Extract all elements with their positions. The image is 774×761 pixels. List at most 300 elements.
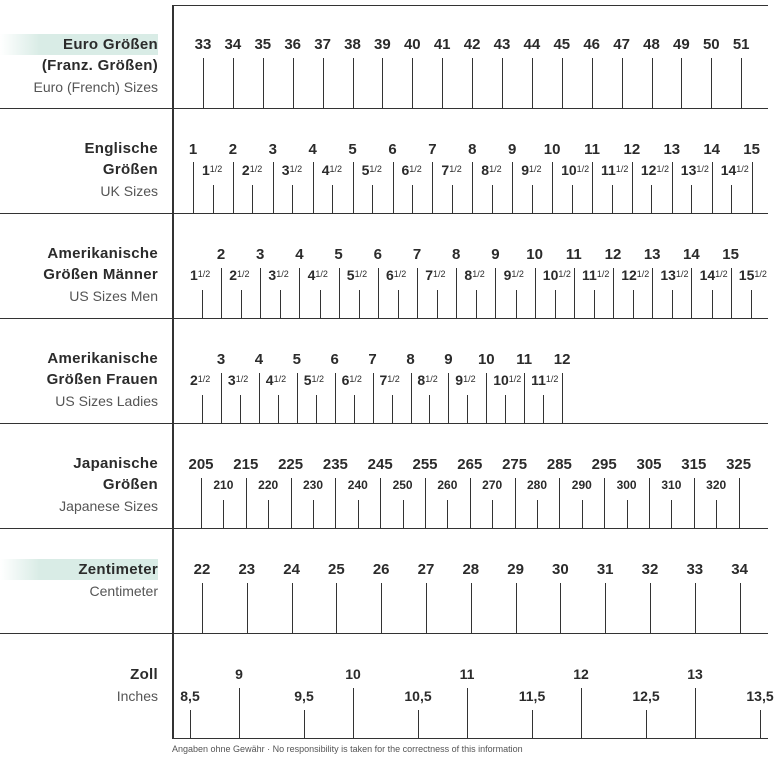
us-ladies-size-4: 4 [254, 351, 264, 368]
us-men-size-half-7-whole: 7 [425, 267, 433, 283]
cm-size-28: 28 [462, 561, 480, 578]
japan-size-250: 250 [392, 478, 413, 492]
uk-tick-14 [712, 162, 713, 213]
cm-size-34: 34 [731, 561, 748, 578]
us-men-size-half-8-fraction: 1/2 [472, 269, 485, 279]
row-uk [0, 108, 770, 213]
us-men-size-half-1-whole: 1 [190, 267, 198, 283]
japan-tick-205 [201, 478, 202, 528]
row-us-ladies-label-de-1: Amerikanische [47, 350, 158, 367]
japan-tick-320 [716, 500, 717, 528]
us-ladies-tick-5 [297, 373, 298, 423]
us-men-size-7: 7 [412, 246, 422, 263]
inch-tick-8-5 [190, 710, 191, 738]
euro-size-45: 45 [553, 36, 571, 53]
uk-tick-13 [672, 162, 673, 213]
row-cm-label-de-1: Zentimeter [0, 559, 158, 580]
us-ladies-size-half-5 [304, 372, 324, 388]
japan-size-325: 325 [726, 456, 752, 473]
inch-tick-9-5 [304, 710, 305, 738]
uk-tick-3 [273, 162, 274, 213]
us-men-size-half-9-fraction: 1/2 [511, 269, 524, 279]
cm-size-24: 24 [283, 561, 300, 578]
row-divider-5 [0, 528, 768, 529]
euro-size-35: 35 [254, 36, 272, 53]
uk-tick-half-6 [412, 185, 413, 213]
row-euro-label-en: Euro (French) Sizes [33, 79, 158, 95]
us-men-size-13: 13 [643, 246, 661, 263]
us-men-size-half-8-whole: 8 [464, 267, 473, 283]
uk-tick-6 [393, 162, 394, 213]
us-men-size-half-1 [190, 267, 210, 283]
uk-tick-7 [432, 162, 433, 213]
us-men-tick-half-14 [712, 290, 713, 318]
us-men-size-half-10 [543, 267, 571, 283]
us-ladies-tick-4 [259, 373, 260, 423]
us-men-size-half-6 [386, 267, 406, 283]
row-euro-label-de-1: Euro Größen [0, 34, 158, 55]
uk-size-half-5 [362, 162, 382, 178]
us-ladies-size-half-6-fraction: 1/2 [349, 374, 362, 384]
uk-size-half-7-whole: 7 [441, 162, 450, 178]
cm-tick-23 [247, 583, 248, 633]
us-men-size-3: 3 [256, 246, 265, 263]
us-ladies-tick-half-9 [467, 395, 468, 423]
inch-size-9-5: 9,5 [294, 688, 314, 704]
row-inch-label-de-1: Zoll [130, 666, 158, 683]
frame-left-border [172, 5, 174, 738]
us-men-size-half-14 [700, 267, 728, 283]
us-men-size-half-2-whole: 2 [229, 267, 237, 283]
us-men-size-9: 9 [491, 246, 500, 263]
uk-size-half-12-fraction: 1/2 [656, 164, 669, 174]
inch-tick-12 [581, 688, 582, 738]
us-men-tick-8 [456, 268, 457, 318]
euro-tick-41 [442, 58, 443, 108]
uk-size-10: 10 [543, 141, 561, 158]
us-ladies-tick-9 [448, 373, 449, 423]
uk-tick-2 [233, 162, 234, 213]
us-ladies-size-7: 7 [368, 351, 377, 368]
us-ladies-size-half-2-fraction: 1/2 [197, 374, 211, 384]
us-men-size-12: 12 [604, 246, 622, 263]
us-men-tick-half-5 [359, 290, 360, 318]
inch-tick-12-5 [646, 710, 647, 738]
japan-tick-315 [694, 478, 695, 528]
cm-tick-22 [202, 583, 203, 633]
us-men-tick-14 [691, 268, 692, 318]
us-ladies-size-half-7 [380, 372, 400, 388]
row-euro [0, 0, 770, 108]
euro-tick-46 [592, 58, 593, 108]
japan-tick-250 [403, 500, 404, 528]
uk-size-half-4-whole: 4 [321, 162, 330, 178]
us-ladies-tick-half-7 [392, 395, 393, 423]
japan-tick-260 [447, 500, 448, 528]
euro-tick-37 [323, 58, 324, 108]
us-men-size-half-12 [621, 267, 649, 283]
inch-size-9: 9 [235, 666, 243, 682]
us-ladies-size-half-11-fraction: 1/2 [545, 374, 559, 384]
us-ladies-size-12: 12 [553, 351, 571, 368]
us-ladies-size-half-9-fraction: 1/2 [463, 374, 476, 384]
euro-size-46: 46 [583, 36, 601, 53]
us-men-tick-5 [339, 268, 340, 318]
us-men-tick-4 [299, 268, 300, 318]
japan-tick-255 [425, 478, 426, 528]
us-men-size-half-14-whole: 14 [699, 267, 716, 283]
euro-tick-48 [652, 58, 653, 108]
us-ladies-size-half-8-fraction: 1/2 [425, 374, 438, 384]
uk-size-half-2 [242, 162, 262, 178]
euro-tick-51 [741, 58, 742, 108]
us-ladies-size-half-10 [493, 372, 521, 388]
uk-size-half-14-whole: 14 [720, 162, 737, 178]
row-uk-label [0, 138, 158, 202]
japan-tick-210 [223, 500, 224, 528]
uk-size-half-14 [721, 162, 749, 178]
inch-size-13-5: 13,5 [746, 688, 774, 704]
euro-size-50: 50 [702, 36, 720, 53]
japan-tick-240 [358, 500, 359, 528]
uk-size-3: 3 [268, 141, 277, 158]
inch-tick-9 [239, 688, 240, 738]
euro-tick-34 [233, 58, 234, 108]
us-men-tick-half-12 [633, 290, 634, 318]
uk-size-9: 9 [508, 141, 517, 158]
japan-tick-280 [537, 500, 538, 528]
uk-tick-half-5 [372, 185, 373, 213]
euro-tick-33 [203, 58, 204, 108]
frame-top-border [172, 5, 768, 6]
inch-size-13: 13 [687, 666, 703, 682]
row-uk-label-en: UK Sizes [100, 183, 158, 199]
cm-tick-30 [560, 583, 561, 633]
uk-size-half-10 [561, 162, 589, 178]
japan-size-290: 290 [571, 478, 592, 492]
row-euro-label-de-2: (Franz. Größen) [41, 57, 158, 74]
us-men-tick-3 [260, 268, 261, 318]
uk-size-half-7 [441, 162, 461, 178]
us-men-tick-2 [221, 268, 222, 318]
cm-size-29: 29 [507, 561, 524, 578]
euro-tick-39 [382, 58, 383, 108]
row-us-men-label [0, 243, 158, 307]
us-men-size-half-7-fraction: 1/2 [432, 269, 446, 279]
us-men-size-half-5 [347, 267, 367, 283]
us-ladies-size-half-3-fraction: 1/2 [235, 374, 249, 384]
euro-size-43: 43 [493, 36, 511, 53]
row-japan-label [0, 453, 158, 517]
us-men-tick-half-2 [241, 290, 242, 318]
us-men-size-half-2-fraction: 1/2 [236, 269, 250, 279]
us-men-tick-half-9 [516, 290, 517, 318]
uk-size-14: 14 [703, 141, 721, 158]
us-men-tick-11 [574, 268, 575, 318]
us-men-size-half-15 [739, 267, 767, 283]
uk-size-11: 11 [584, 141, 600, 158]
us-men-tick-12 [613, 268, 614, 318]
cm-tick-26 [381, 583, 382, 633]
us-men-size-half-4-fraction: 1/2 [315, 269, 328, 279]
euro-size-49: 49 [673, 36, 690, 53]
japan-size-265: 265 [457, 456, 483, 473]
japan-size-305: 305 [636, 456, 662, 473]
us-men-size-half-10-whole: 10 [542, 267, 559, 283]
euro-size-34: 34 [224, 36, 242, 53]
uk-size-half-1-fraction: 1/2 [209, 164, 223, 174]
us-ladies-size-half-6 [342, 372, 362, 388]
cm-size-30: 30 [552, 561, 569, 578]
us-men-tick-half-10 [555, 290, 556, 318]
us-men-size-5: 5 [334, 246, 343, 263]
japan-size-315: 315 [681, 456, 707, 473]
uk-size-half-6 [402, 162, 422, 178]
us-men-size-half-11-whole: 11 [582, 267, 597, 283]
us-ladies-size-8: 8 [406, 351, 415, 368]
inch-tick-11-5 [532, 710, 533, 738]
uk-size-half-6-whole: 6 [401, 162, 410, 178]
uk-tick-9 [512, 162, 513, 213]
row-divider-2 [0, 213, 768, 214]
us-men-size-half-8 [464, 267, 484, 283]
row-us-men [0, 213, 770, 318]
euro-tick-42 [472, 58, 473, 108]
japan-size-220: 220 [258, 478, 279, 492]
us-ladies-tick-half-11 [543, 395, 544, 423]
uk-tick-12 [632, 162, 633, 213]
row-uk-label-de-1: Englische [84, 140, 158, 157]
uk-size-13: 13 [663, 141, 681, 158]
us-ladies-size-half-4-whole: 4 [265, 372, 274, 388]
us-men-tick-6 [378, 268, 379, 318]
euro-size-37: 37 [314, 36, 331, 53]
us-ladies-tick-11 [524, 373, 525, 423]
euro-size-41: 41 [433, 36, 451, 53]
uk-size-half-13-whole: 13 [680, 162, 697, 178]
euro-size-39: 39 [374, 36, 391, 53]
us-ladies-size-half-3-whole: 3 [227, 372, 236, 388]
us-ladies-size-half-9 [455, 372, 475, 388]
us-ladies-size-half-8-whole: 8 [417, 372, 426, 388]
euro-tick-43 [502, 58, 503, 108]
row-inch-label [0, 664, 158, 707]
euro-size-33: 33 [194, 36, 212, 53]
row-us-men-label-de-2: Größen Männer [43, 266, 158, 283]
cm-size-31: 31 [596, 561, 614, 578]
us-men-size-4: 4 [295, 246, 304, 263]
row-us-ladies-label [0, 348, 158, 412]
us-men-tick-half-7 [437, 290, 438, 318]
uk-size-half-5-fraction: 1/2 [369, 164, 382, 174]
us-ladies-size-half-5-fraction: 1/2 [311, 374, 324, 384]
uk-size-half-12 [641, 162, 669, 178]
us-ladies-tick-3 [221, 373, 222, 423]
uk-size-8: 8 [468, 141, 477, 158]
uk-size-half-10-whole: 10 [561, 162, 577, 178]
uk-size-half-13-fraction: 1/2 [696, 164, 709, 174]
uk-size-half-9 [521, 162, 541, 178]
row-cm [0, 528, 770, 633]
japan-size-255: 255 [412, 456, 438, 473]
uk-tick-11 [592, 162, 593, 213]
us-ladies-size-half-4 [266, 372, 286, 388]
japan-size-235: 235 [322, 456, 348, 473]
row-divider-4 [0, 423, 768, 424]
cm-tick-28 [471, 583, 472, 633]
row-japan [0, 423, 770, 528]
uk-size-5: 5 [348, 141, 357, 158]
cm-size-25: 25 [328, 561, 345, 578]
row-divider-6 [0, 633, 768, 634]
euro-size-40: 40 [403, 36, 421, 53]
japan-size-230: 230 [302, 478, 324, 492]
us-men-size-half-3-whole: 3 [268, 267, 277, 283]
japan-size-225: 225 [278, 456, 304, 473]
uk-tick-half-1 [213, 185, 214, 213]
us-men-size-15: 15 [722, 246, 739, 263]
euro-tick-38 [353, 58, 354, 108]
cm-size-33: 33 [686, 561, 704, 578]
uk-size-half-8-fraction: 1/2 [489, 164, 502, 174]
us-men-size-half-3 [268, 267, 288, 283]
uk-tick-10 [552, 162, 553, 213]
cm-tick-29 [516, 583, 517, 633]
inch-size-10: 10 [345, 666, 361, 682]
japan-tick-275 [515, 478, 516, 528]
us-ladies-size-half-7-fraction: 1/2 [387, 374, 400, 384]
us-ladies-size-5: 5 [292, 351, 301, 368]
us-men-size-8: 8 [452, 246, 461, 263]
us-men-size-half-15-whole: 15 [738, 267, 755, 283]
uk-size-half-3-fraction: 1/2 [289, 164, 303, 174]
uk-size-half-4 [322, 162, 342, 178]
us-men-size-10: 10 [526, 246, 543, 263]
inch-size-11-5: 11,5 [518, 688, 546, 704]
us-men-size-half-13 [660, 267, 688, 283]
japan-tick-230 [313, 500, 314, 528]
japan-tick-270 [492, 500, 493, 528]
euro-tick-40 [412, 58, 413, 108]
row-japan-label-de-2: Größen [102, 476, 158, 493]
us-ladies-tick-half-6 [354, 395, 355, 423]
us-men-tick-half-1 [202, 290, 203, 318]
us-ladies-size-half-10-fraction: 1/2 [508, 374, 522, 384]
us-ladies-tick-10 [486, 373, 487, 423]
us-ladies-size-half-2 [190, 372, 210, 388]
us-men-tick-half-6 [398, 290, 399, 318]
cm-size-27: 27 [417, 561, 435, 578]
euro-tick-47 [622, 58, 623, 108]
uk-size-12: 12 [623, 141, 641, 158]
euro-size-48: 48 [643, 36, 660, 53]
us-men-size-half-5-whole: 5 [346, 267, 355, 283]
cm-size-26: 26 [372, 561, 390, 578]
uk-size-half-3-whole: 3 [281, 162, 290, 178]
us-ladies-size-half-9-whole: 9 [455, 372, 464, 388]
japan-tick-225 [291, 478, 292, 528]
uk-tick-5 [353, 162, 354, 213]
inch-tick-10-5 [418, 710, 419, 738]
inch-size-10-5: 10,5 [404, 688, 432, 704]
japan-size-245: 245 [367, 456, 393, 473]
uk-size-1: 1 [188, 141, 198, 158]
japan-size-210: 210 [213, 478, 234, 492]
uk-tick-half-7 [452, 185, 453, 213]
us-ladies-size-half-5-whole: 5 [303, 372, 312, 388]
uk-size-half-10-fraction: 1/2 [576, 164, 590, 174]
us-ladies-tick-6 [335, 373, 336, 423]
us-ladies-size-10: 10 [477, 351, 495, 368]
uk-size-half-1 [202, 162, 222, 178]
us-men-tick-9 [495, 268, 496, 318]
uk-tick-half-4 [332, 185, 333, 213]
japan-size-300: 300 [616, 478, 637, 492]
row-us-ladies [0, 318, 770, 423]
us-men-size-half-9 [504, 267, 524, 283]
us-men-size-half-4 [308, 267, 328, 283]
uk-tick-half-9 [532, 185, 533, 213]
japan-size-275: 275 [502, 456, 528, 473]
us-ladies-size-half-8 [417, 372, 437, 388]
us-men-tick-half-4 [320, 290, 321, 318]
us-ladies-size-half-6-whole: 6 [341, 372, 350, 388]
uk-size-half-6-fraction: 1/2 [409, 164, 422, 174]
row-uk-label-de-2: Größen [102, 161, 158, 178]
row-us-men-label-de-1: Amerikanische [47, 245, 158, 262]
row-japan-label-en: Japanese Sizes [59, 498, 158, 514]
row-cm-label-en: Centimeter [89, 583, 158, 599]
us-men-size-half-3-fraction: 1/2 [276, 269, 289, 279]
row-euro-label [0, 34, 158, 98]
cm-size-32: 32 [641, 561, 659, 578]
japan-size-215: 215 [233, 456, 259, 473]
uk-tick-half-14 [731, 185, 732, 213]
japan-tick-325 [739, 478, 740, 528]
uk-size-half-5-whole: 5 [361, 162, 370, 178]
disclaimer-footer: Angaben ohne Gewähr · No responsibility is taken for the correctness of this information [172, 744, 523, 754]
us-ladies-tick-12 [562, 373, 563, 423]
us-men-size-half-13-fraction: 1/2 [675, 269, 689, 279]
uk-size-half-12-whole: 12 [640, 162, 657, 178]
us-ladies-size-half-11 [531, 372, 558, 388]
japan-size-205: 205 [188, 456, 214, 473]
uk-tick-15 [752, 162, 753, 213]
uk-size-half-7-fraction: 1/2 [449, 164, 462, 174]
uk-size-half-2-whole: 2 [241, 162, 250, 178]
japan-tick-295 [604, 478, 605, 528]
row-cm-label [0, 559, 158, 602]
us-men-size-half-2 [229, 267, 249, 283]
us-men-size-half-1-fraction: 1/2 [197, 269, 211, 279]
us-ladies-tick-half-10 [505, 395, 506, 423]
us-men-size-half-12-whole: 12 [621, 267, 637, 283]
uk-size-half-13 [681, 162, 709, 178]
japan-tick-245 [380, 478, 381, 528]
euro-tick-44 [532, 58, 533, 108]
cm-tick-31 [605, 583, 606, 633]
us-men-tick-15 [731, 268, 732, 318]
cm-tick-24 [292, 583, 293, 633]
japan-size-320: 320 [706, 478, 727, 492]
inch-size-12: 12 [573, 666, 589, 682]
uk-tick-1 [193, 162, 194, 213]
us-men-tick-13 [652, 268, 653, 318]
us-men-size-14: 14 [683, 246, 700, 263]
us-men-size-half-12-fraction: 1/2 [636, 269, 650, 279]
uk-size-half-9-fraction: 1/2 [528, 164, 542, 174]
uk-tick-half-13 [691, 185, 692, 213]
